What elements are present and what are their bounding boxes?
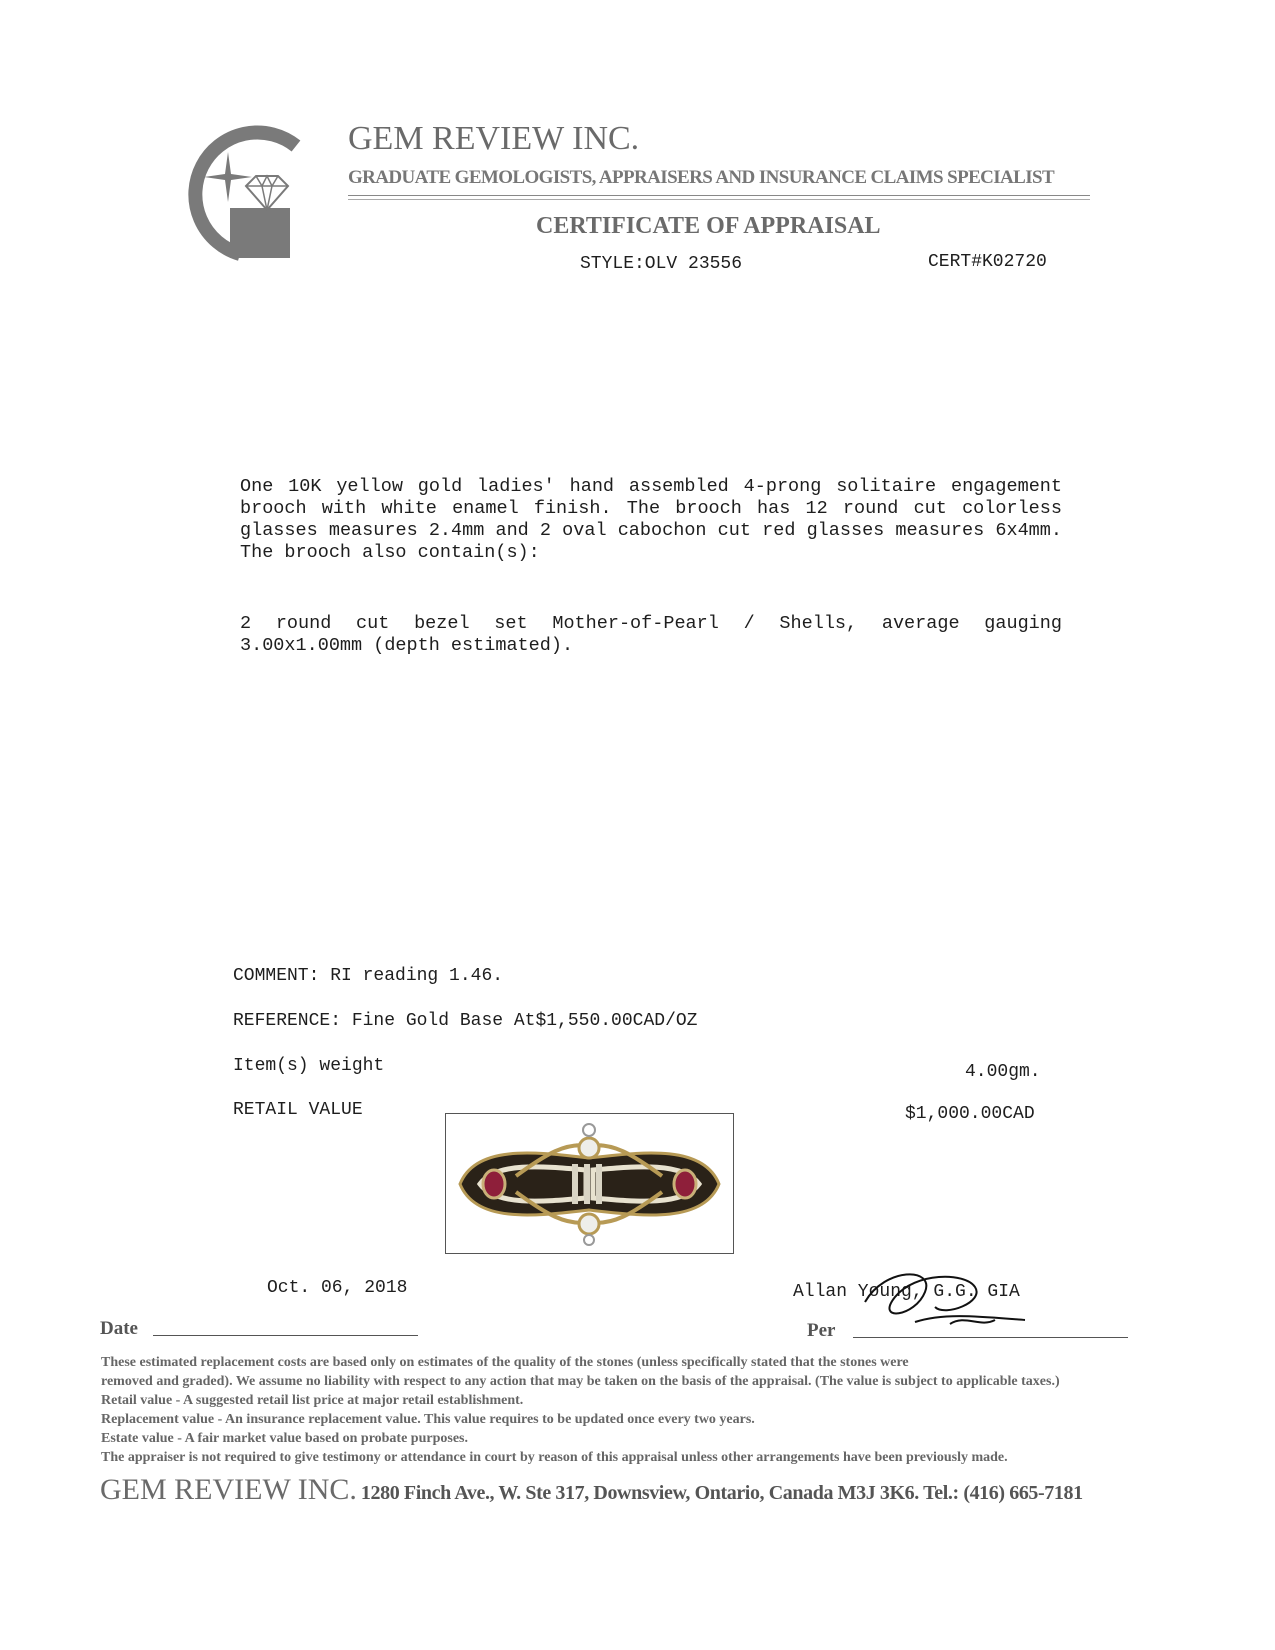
disclaimer-line: removed and graded). We assume no liability with respect to any action that may be taken on the basis of the appraisal. (The value is subject to applicable taxes.) bbox=[101, 1374, 1060, 1389]
comment-line: COMMENT: RI reading 1.46. bbox=[233, 966, 504, 986]
brooch-photo bbox=[445, 1113, 734, 1254]
weight-label: Item(s) weight bbox=[233, 1056, 385, 1076]
certificate-title: CERTIFICATE OF APPRAISAL bbox=[536, 213, 881, 239]
disclaimer-line: Estate value - A fair market value based on probate purposes. bbox=[101, 1431, 468, 1446]
company-tagline: GRADUATE GEMOLOGISTS, APPRAISERS AND INSURANCE CLAIMS SPECIALIST bbox=[348, 167, 1055, 188]
certificate-number: CERT#K02720 bbox=[928, 252, 1047, 272]
handwritten-signature bbox=[855, 1262, 1055, 1342]
disclaimer bbox=[101, 1353, 1161, 1467]
retail-value-amount: $1,000.00CAD bbox=[905, 1104, 1035, 1124]
header-divider bbox=[348, 199, 1090, 200]
ruby-stone-left bbox=[483, 1170, 505, 1198]
style-number: STYLE:OLV 23556 bbox=[580, 254, 743, 274]
disclaimer-line: The appraiser is not required to give testimony or attendance in court by reason of this appraisal unless other arrangements have been previously made. bbox=[101, 1450, 1008, 1465]
reference-line: REFERENCE: Fine Gold Base At$1,550.00CAD/OZ bbox=[233, 1011, 698, 1031]
footer bbox=[100, 1473, 1083, 1507]
disclaimer-line: These estimated replacement costs are based only on estimates of the quality of the stones (unless specifically stated that the stones were bbox=[101, 1355, 909, 1370]
disclaimer-line: Replacement value - An insurance replacement value. This value requires to be updated once every two years. bbox=[101, 1412, 755, 1427]
brooch-illustration bbox=[446, 1114, 733, 1253]
company-logo bbox=[178, 122, 308, 262]
weight-value: 4.00gm. bbox=[965, 1062, 1041, 1082]
date-line bbox=[153, 1335, 418, 1336]
per-label: Per bbox=[807, 1320, 836, 1341]
disclaimer-line: Retail value - A suggested retail list price at major retail establishment. bbox=[101, 1393, 524, 1408]
footer-address: 1280 Finch Ave., W. Ste 317, Downsview, Ontario, Canada M3J 3K6. Tel.: (416) 665-7181 bbox=[360, 1482, 1083, 1504]
appraiser-name: Allan Young, G.G. GIA bbox=[793, 1282, 1020, 1302]
diamond-icon bbox=[246, 176, 288, 210]
footer-company-name: GEM REVIEW INC. bbox=[100, 1473, 357, 1506]
retail-value-label: RETAIL VALUE bbox=[233, 1100, 363, 1120]
date-label: Date bbox=[100, 1318, 138, 1339]
ruby-stone-right bbox=[674, 1170, 696, 1198]
pearl-stone-bottom bbox=[579, 1214, 599, 1234]
appraisal-date: Oct. 06, 2018 bbox=[267, 1278, 408, 1298]
company-name: GEM REVIEW INC. bbox=[348, 120, 640, 157]
stones-description: 2 round cut bezel set Mother-of-Pearl / Shells, average gauging 3.00x1.00mm (depth estimated). bbox=[240, 613, 1062, 656]
pearl-stone-top bbox=[579, 1138, 599, 1158]
header-divider bbox=[348, 195, 1090, 196]
item-description: One 10K yellow gold ladies' hand assembled 4-prong solitaire engagement brooch with white enamel finish. The brooch has 12 round cut colorless glasses measures 2.4mm and 2 oval cabochon cut red glasses measures 6x4mm. The brooch also contain(s): bbox=[240, 476, 1062, 563]
